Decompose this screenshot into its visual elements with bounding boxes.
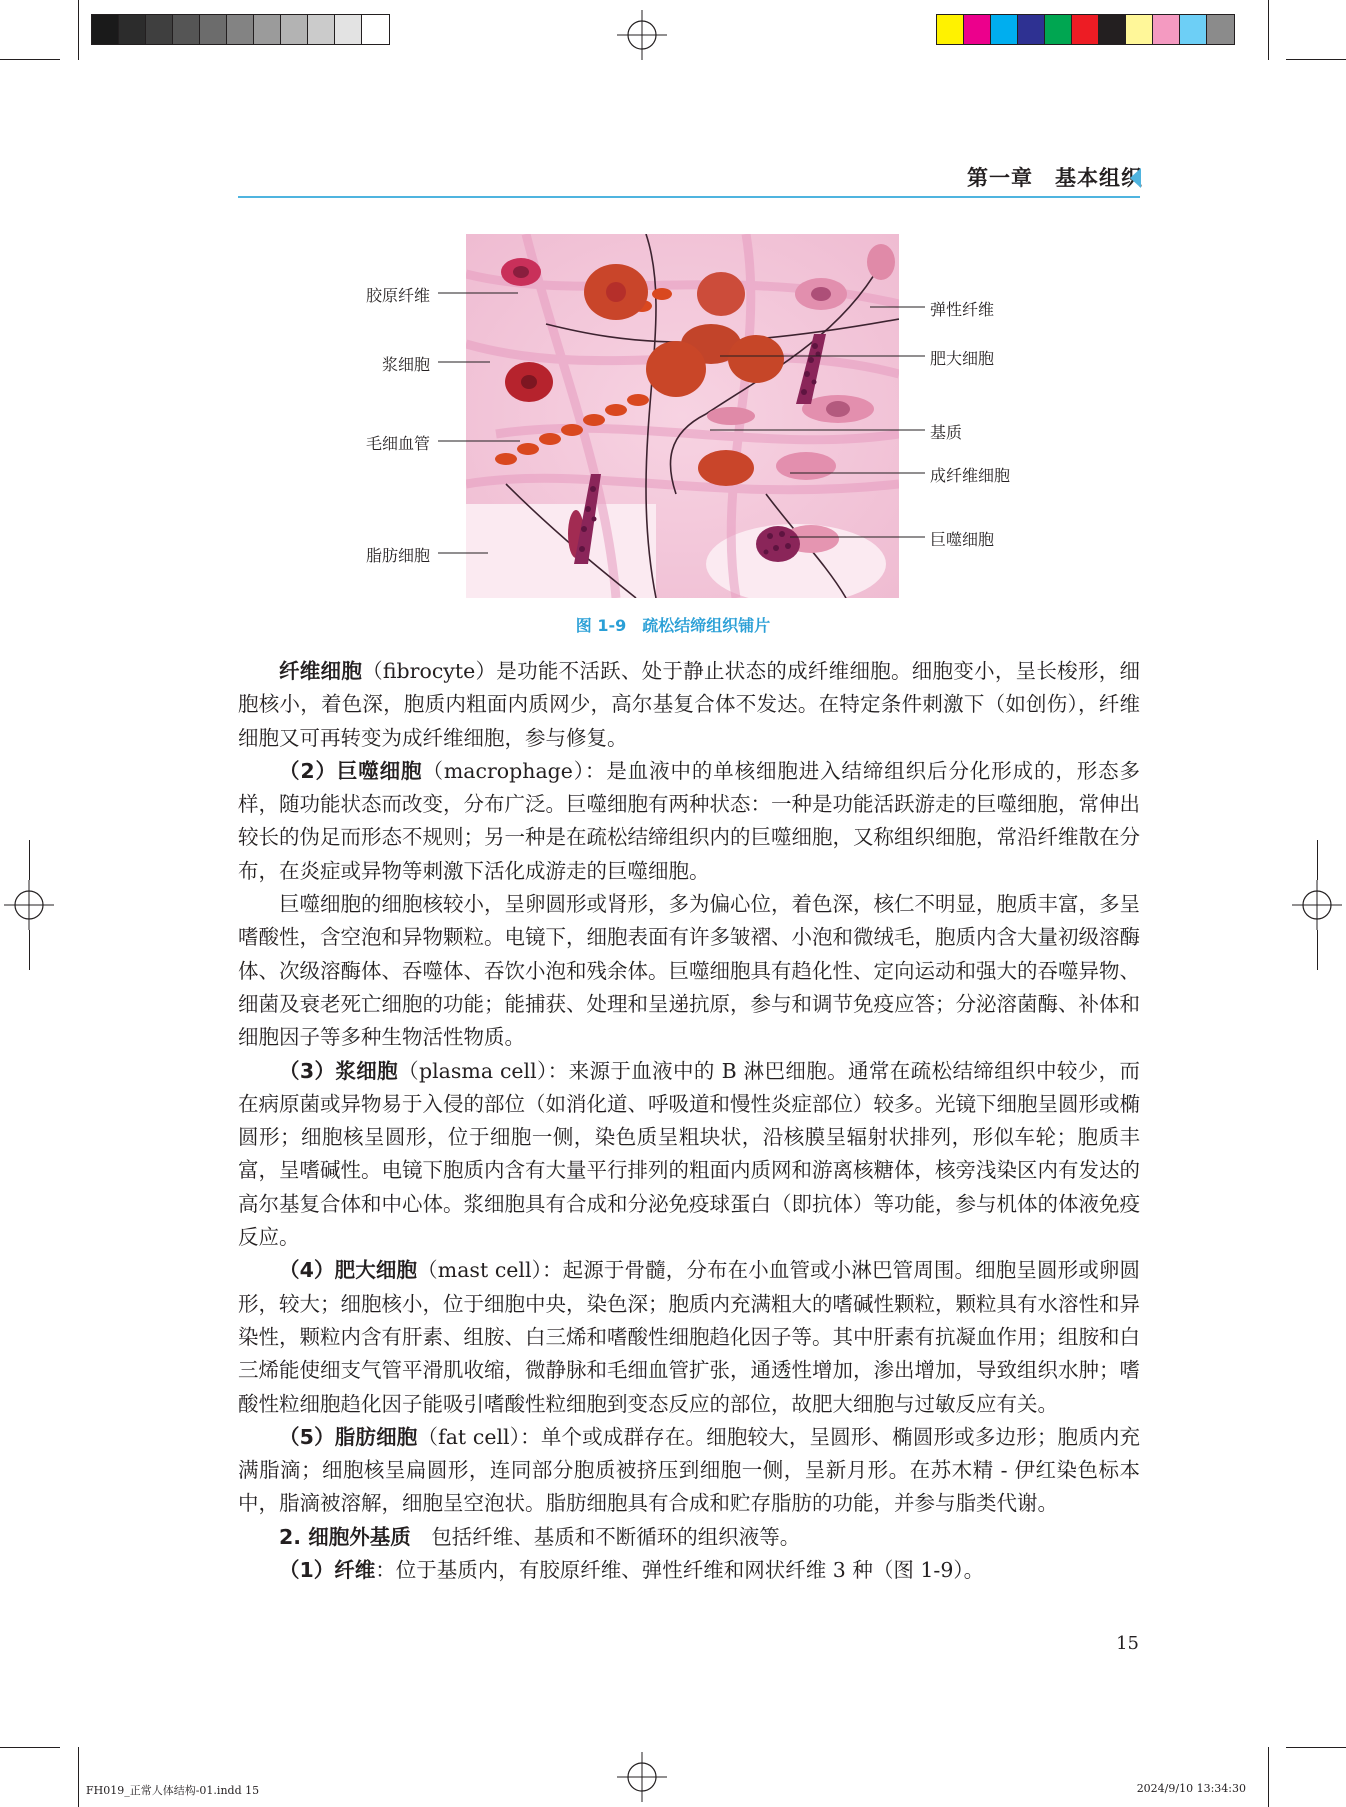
footer-timestamp: 2024/9/10 13:34:30 [1136,1782,1246,1795]
term: （5）脂肪细胞 [279,1424,418,1449]
figure-label-elastic-fiber: 弹性纤维 [930,300,995,319]
term: （2）巨噬细胞 [279,758,423,783]
footer-file-info: FH019_正常人体结构-01.indd 15 [86,1784,260,1797]
paragraph: （2）巨噬细胞（macrophage）：是血液中的单核细胞进入结缔组织后分化形成的，形态多样，随功能状态而改变，分布广泛。巨噬细胞有两种状态：一种是功能活跃游走的巨噬细胞，常伸出较长的伪足而形态不规则；另一种是在疏松结缔组织内的巨噬细胞，又称组织细胞，常沿纤维散在分布，在炎症或异物等刺激下活化成游走的巨噬细胞。 [238,758,1140,883]
crop-mark [0,1747,60,1748]
chapter-heading: 第一章 基本组织 [967,166,1143,190]
crop-mark [29,840,30,880]
crop-mark [1268,1747,1269,1807]
paragraph: 2. 细胞外基质 包括纤维、基质和不断循环的组织液等。 [279,1524,801,1549]
figure-leader-lines [0,0,1346,700]
crop-mark [1317,930,1318,970]
crop-mark [1286,1747,1346,1748]
figure-caption: 图 1-9 疏松结缔组织铺片 [575,616,771,635]
paragraph: （5）脂肪细胞（fat cell）：单个或成群存在。细胞较大，呈圆形、椭圆形或多边形；胞质内充满脂滴；细胞核呈扁圆形，连同部分胞质被挤压到细胞一侧，呈新月形。在苏木精 - 伊红染色标本中，脂滴被溶解，细胞呈空泡状。脂肪细胞具有合成和贮存脂肪的功能，并参与脂类代谢。 [238,1424,1140,1516]
figure-label-macrophage: 巨噬细胞 [930,530,995,549]
figure-label-fibroblast: 成纤维细胞 [930,466,1011,485]
registration-mark-icon [617,1752,667,1802]
term: 2. 细胞外基质 [279,1524,411,1549]
registration-mark-icon [4,880,54,930]
figure-label-ground-substance: 基质 [930,423,963,442]
term: （3）浆细胞 [279,1058,399,1083]
paragraph: （4）肥大细胞（mast cell）：起源于骨髓，分布在小血管或小淋巴管周围。细胞呈圆形或卵圆形，较大；细胞核小，位于细胞中央，染色深；胞质内充满粗大的嗜碱性颗粒，颗粒具有水溶性和异染性，颗粒内含有肝素、组胺、白三烯和嗜酸性细胞趋化因子等。其中肝素有抗凝血作用；组胺和白三烯能使细支气管平滑肌收缩，微静脉和毛细血管扩张，通透性增加，渗出增加，导致组织水肿；嗜酸性粒细胞趋化因子能吸引嗜酸性粒细胞到变态反应的部位，故肥大细胞与过敏反应有关。 [238,1258,1140,1416]
figure-label-capillary: 毛细血管 [366,434,431,453]
body-text [238,655,1140,1587]
crop-mark [78,1747,79,1807]
figure-label-fat-cell: 脂肪细胞 [366,546,431,565]
term: 纤维细胞 [279,659,363,683]
paragraph: （3）浆细胞（plasma cell）：来源于血液中的 B 淋巴细胞。通常在疏松结缔组织中较少，而在病原菌或异物易于入侵的部位（如消化道、呼吸道和慢性炎症部位）较多。光镜下细胞呈圆形或椭圆形；细胞核呈圆形，位于细胞一侧，染色质呈粗块状，沿核膜呈辐射状排列，形似车轮；胞质丰富，呈嗜碱性。电镜下胞质内含有大量平行排列的粗面内质网和游离核糖体，核旁浅染区内有发达的高尔基复合体和中心体。浆细胞具有合成和分泌免疫球蛋白（即抗体）等功能，参与机体的体液免疫反应。 [238,1058,1141,1250]
figure-label-collagen-fiber: 胶原纤维 [366,286,431,305]
registration-mark-icon [1292,880,1342,930]
term: （4）肥大细胞 [279,1258,418,1283]
paragraph: 纤维细胞（fibrocyte）是功能不活跃、处于静止状态的成纤维细胞。细胞变小，呈长梭形，细胞核小，着色深，胞质内粗面内质网少，高尔基复合体不发达。在特定条件刺激下（如创伤），纤维细胞又可再转变为成纤维细胞，参与修复。 [238,659,1141,750]
paragraph: （1）纤维：位于基质内，有胶原纤维、弹性纤维和网状纤维 3 种（图 1-9）。 [279,1558,985,1583]
figure-label-plasma-cell: 浆细胞 [382,355,431,374]
crop-mark [1317,840,1318,880]
term: （1）纤维 [279,1558,376,1583]
figure-label-mast-cell: 肥大细胞 [930,349,995,368]
crop-mark [29,930,30,970]
page-number: 15 [1116,1633,1139,1654]
paragraph: 巨噬细胞的细胞核较小，呈卵圆形或肾形，多为偏心位，着色深，核仁不明显，胞质丰富，多呈嗜酸性，含空泡和异物颗粒。电镜下，细胞表面有许多皱褶、小泡和微绒毛，胞质内含大量初级溶酶体、次级溶酶体、吞噬体、吞饮小泡和残余体。巨噬细胞具有趋化性、定向运动和强大的吞噬异物、细菌及衰老死亡细胞的功能；能捕获、处理和呈递抗原，参与和调节免疫应答；分泌溶菌酶、补体和细胞因子等多种生物活性物质。 [238,892,1140,1050]
